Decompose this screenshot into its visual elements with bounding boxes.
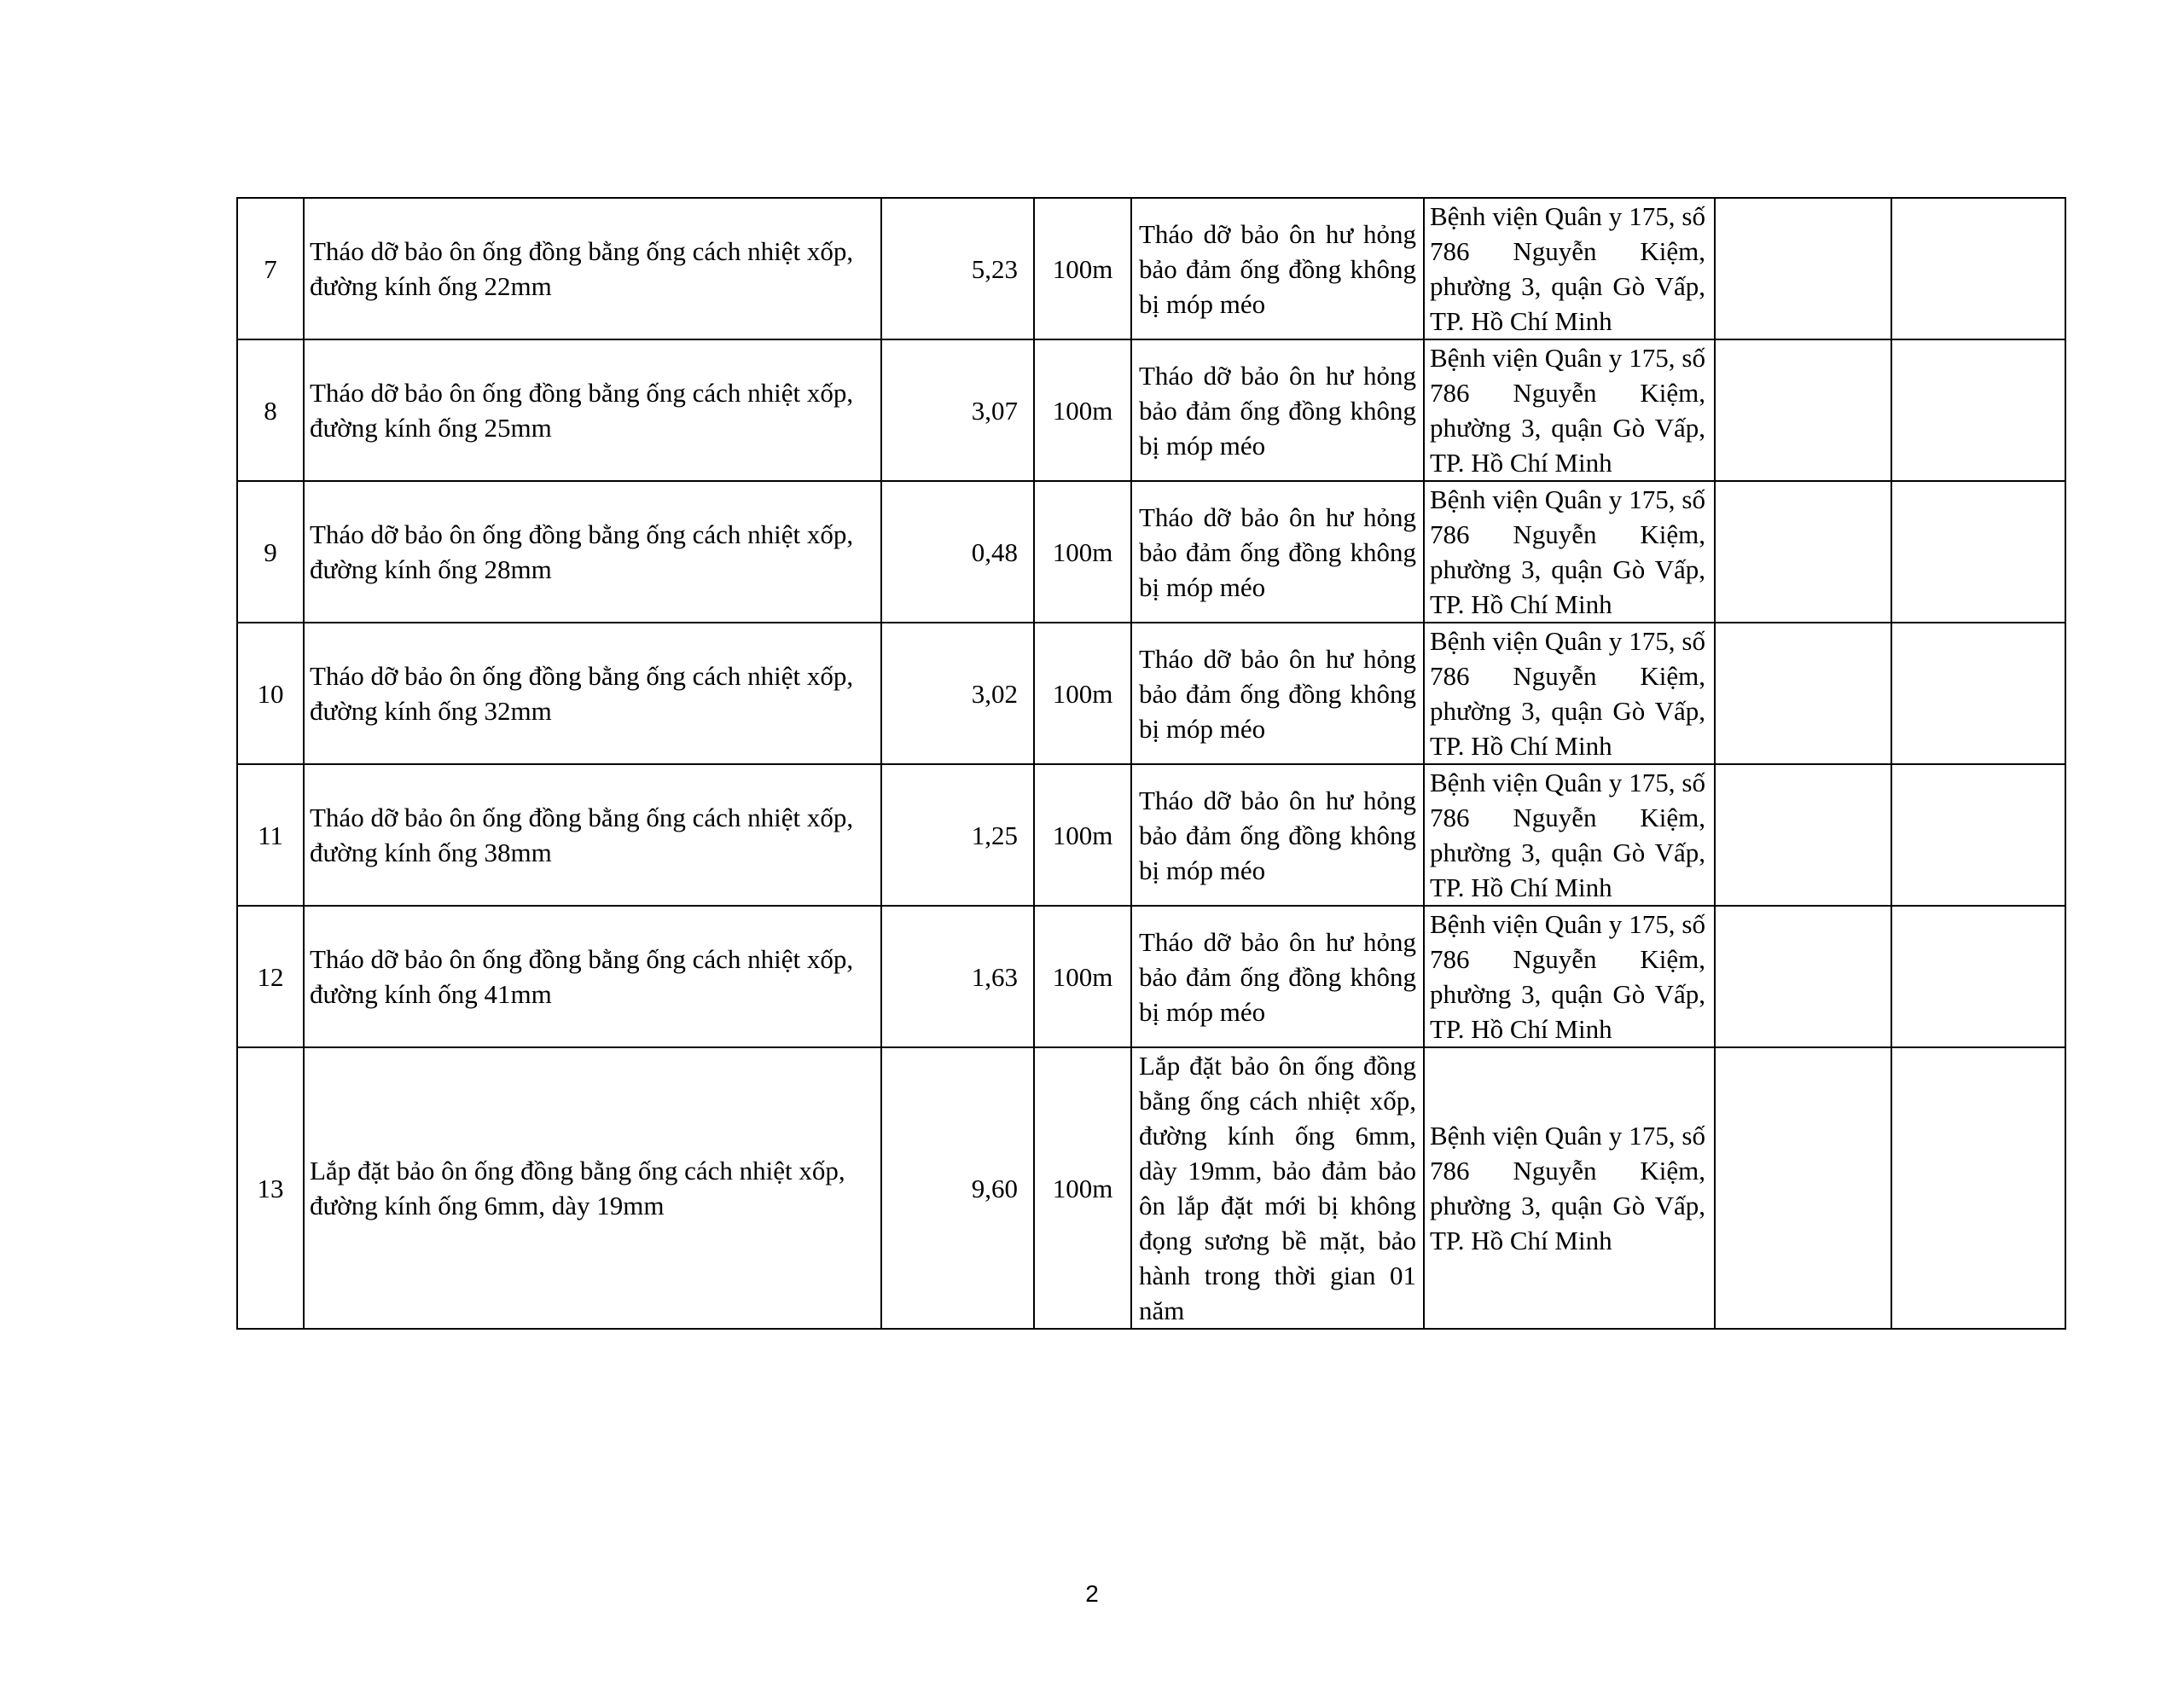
quantity-cell: 0,48 xyxy=(881,481,1034,623)
work-items-table xyxy=(236,197,2066,1330)
table-row xyxy=(237,339,2065,481)
table-row xyxy=(237,481,2065,623)
empty-cell xyxy=(1891,339,2065,481)
table-row xyxy=(237,198,2065,339)
requirement-cell: Tháo dỡ bảo ôn hư hỏng bảo đảm ống đồng không bị móp méo xyxy=(1131,481,1424,623)
unit-cell: 100m xyxy=(1034,481,1131,623)
unit-cell: 100m xyxy=(1034,198,1131,339)
row-number-cell: 9 xyxy=(237,481,304,623)
table-row xyxy=(237,623,2065,764)
empty-cell xyxy=(1715,623,1891,764)
work-item-name-cell: Tháo dỡ bảo ôn ống đồng bằng ống cách nhiệt xốp, đường kính ống 32mm xyxy=(304,623,881,764)
empty-cell xyxy=(1715,764,1891,906)
empty-cell xyxy=(1715,1047,1891,1329)
location-cell: Bệnh viện Quân y 175, số 786 Nguyễn Kiệm, phường 3, quận Gò Vấp, TP. Hồ Chí Minh xyxy=(1424,764,1715,906)
requirement-cell: Tháo dỡ bảo ôn hư hỏng bảo đảm ống đồng không bị móp méo xyxy=(1131,623,1424,764)
row-number-cell: 11 xyxy=(237,764,304,906)
work-item-name-cell: Tháo dỡ bảo ôn ống đồng bằng ống cách nhiệt xốp, đường kính ống 28mm xyxy=(304,481,881,623)
unit-cell: 100m xyxy=(1034,764,1131,906)
empty-cell xyxy=(1715,481,1891,623)
unit-cell: 100m xyxy=(1034,339,1131,481)
location-cell: Bệnh viện Quân y 175, số 786 Nguyễn Kiệm, phường 3, quận Gò Vấp, TP. Hồ Chí Minh xyxy=(1424,198,1715,339)
quantity-cell: 3,07 xyxy=(881,339,1034,481)
requirement-cell: Tháo dỡ bảo ôn hư hỏng bảo đảm ống đồng không bị móp méo xyxy=(1131,906,1424,1047)
empty-cell xyxy=(1715,906,1891,1047)
row-number-cell: 10 xyxy=(237,623,304,764)
quantity-cell: 9,60 xyxy=(881,1047,1034,1329)
quantity-cell: 5,23 xyxy=(881,198,1034,339)
unit-cell: 100m xyxy=(1034,623,1131,764)
row-number-cell: 7 xyxy=(237,198,304,339)
requirement-cell: Tháo dỡ bảo ôn hư hỏng bảo đảm ống đồng không bị móp méo xyxy=(1131,764,1424,906)
requirement-cell: Tháo dỡ bảo ôn hư hỏng bảo đảm ống đồng không bị móp méo xyxy=(1131,198,1424,339)
empty-cell xyxy=(1715,198,1891,339)
unit-cell: 100m xyxy=(1034,906,1131,1047)
empty-cell xyxy=(1715,339,1891,481)
unit-cell: 100m xyxy=(1034,1047,1131,1329)
table-row xyxy=(237,906,2065,1047)
location-cell: Bệnh viện Quân y 175, số 786 Nguyễn Kiệm, phường 3, quận Gò Vấp, TP. Hồ Chí Minh xyxy=(1424,906,1715,1047)
row-number-cell: 8 xyxy=(237,339,304,481)
work-item-name-cell: Tháo dỡ bảo ôn ống đồng bằng ống cách nhiệt xốp, đường kính ống 38mm xyxy=(304,764,881,906)
requirement-cell: Tháo dỡ bảo ôn hư hỏng bảo đảm ống đồng không bị móp méo xyxy=(1131,339,1424,481)
page-number: 2 xyxy=(1085,1580,1099,1607)
quantity-cell: 1,25 xyxy=(881,764,1034,906)
empty-cell xyxy=(1891,481,2065,623)
empty-cell xyxy=(1891,764,2065,906)
quantity-cell: 3,02 xyxy=(881,623,1034,764)
row-number-cell: 13 xyxy=(237,1047,304,1329)
quantity-cell: 1,63 xyxy=(881,906,1034,1047)
empty-cell xyxy=(1891,906,2065,1047)
location-cell: Bệnh viện Quân y 175, số 786 Nguyễn Kiệm, phường 3, quận Gò Vấp, TP. Hồ Chí Minh xyxy=(1424,1047,1715,1329)
table-row xyxy=(237,1047,2065,1329)
table-row xyxy=(237,764,2065,906)
location-cell: Bệnh viện Quân y 175, số 786 Nguyễn Kiệm, phường 3, quận Gò Vấp, TP. Hồ Chí Minh xyxy=(1424,623,1715,764)
row-number-cell: 12 xyxy=(237,906,304,1047)
work-item-name-cell: Tháo dỡ bảo ôn ống đồng bằng ống cách nhiệt xốp, đường kính ống 41mm xyxy=(304,906,881,1047)
work-item-name-cell: Tháo dỡ bảo ôn ống đồng bằng ống cách nhiệt xốp, đường kính ống 25mm xyxy=(304,339,881,481)
work-item-name-cell: Tháo dỡ bảo ôn ống đồng bằng ống cách nhiệt xốp, đường kính ống 22mm xyxy=(304,198,881,339)
empty-cell xyxy=(1891,1047,2065,1329)
requirement-cell: Lắp đặt bảo ôn ống đồng bằng ống cách nhiệt xốp, đường kính ống 6mm, dày 19mm, bảo đảm bảo ôn lắp đặt mới bị không đọng sương bề mặt, bảo hành trong thời gian 01 năm xyxy=(1131,1047,1424,1329)
location-cell: Bệnh viện Quân y 175, số 786 Nguyễn Kiệm, phường 3, quận Gò Vấp, TP. Hồ Chí Minh xyxy=(1424,481,1715,623)
location-cell: Bệnh viện Quân y 175, số 786 Nguyễn Kiệm, phường 3, quận Gò Vấp, TP. Hồ Chí Minh xyxy=(1424,339,1715,481)
empty-cell xyxy=(1891,198,2065,339)
work-item-name-cell: Lắp đặt bảo ôn ống đồng bằng ống cách nhiệt xốp, đường kính ống 6mm, dày 19mm xyxy=(304,1047,881,1329)
empty-cell xyxy=(1891,623,2065,764)
